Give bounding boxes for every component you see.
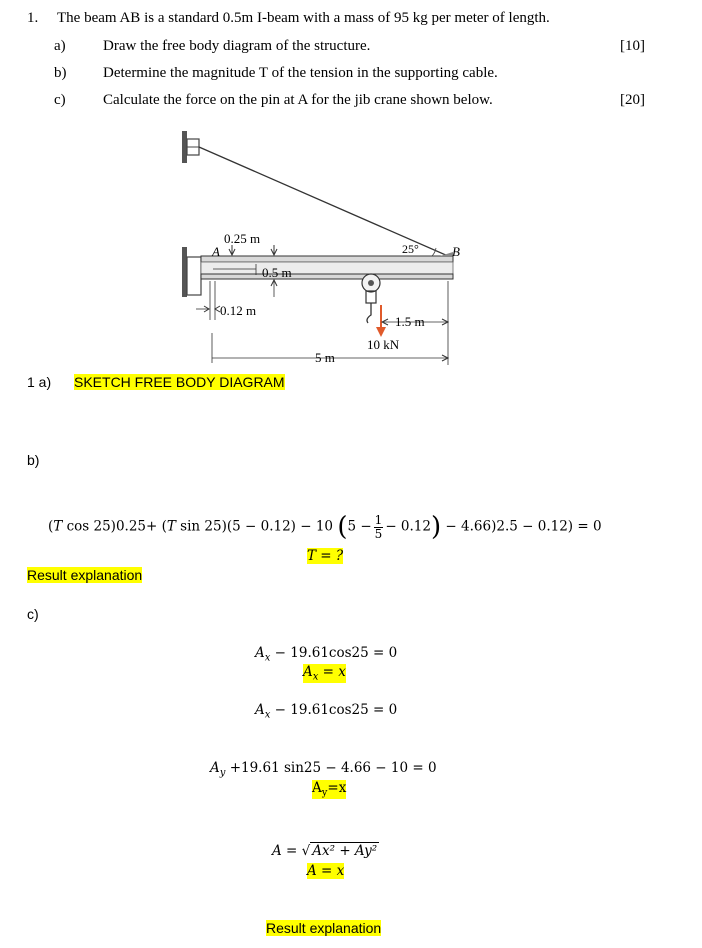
load-label: 10 kN xyxy=(367,337,400,352)
part-c-marks: [20] xyxy=(620,92,645,108)
answer-b-label: b) xyxy=(27,452,40,468)
answer-b-explanation: Result explanation xyxy=(27,567,143,583)
beam-top-flange xyxy=(201,256,453,262)
answer-c-a: A = x xyxy=(307,863,345,879)
jib-crane-figure xyxy=(170,125,470,370)
answer-c-ay: $A_y=x$ xyxy=(312,780,347,799)
equation-c-3: $A_y +19.61$ sin25 − 4.66 − 10 = 0 xyxy=(210,760,437,779)
part-b-text: Determine the magnitude T of the tension in the supporting cable. xyxy=(103,65,498,81)
answer-b-result: T = ? xyxy=(307,548,344,564)
equation-b: (T cos 25)0.25+ (T sin 25)(5 − 0.12) − 10 (5 − $\frac{1}{5}$ − 0.12) − 4.66)2.5 − 0.12) = 0 xyxy=(48,512,602,542)
answer-c-ax: $A_x = x$ xyxy=(303,664,346,683)
answer-c-explanation: Result explanation xyxy=(266,920,382,936)
part-c-label: c) xyxy=(54,92,66,108)
dim-025-label: 0.25 m xyxy=(224,231,261,246)
part-a-text: Draw the free body diagram of the structure. xyxy=(103,38,371,54)
question-number: 1. xyxy=(27,10,39,26)
answer-c-label: c) xyxy=(27,606,39,622)
hook xyxy=(367,303,371,323)
upper-wall-mount xyxy=(182,131,187,163)
part-a-label: a) xyxy=(54,38,66,54)
dim-05-label: 0.5 m xyxy=(262,265,292,280)
answer-a-text: SKETCH FREE BODY DIAGRAM xyxy=(74,374,285,390)
part-a-marks: [10] xyxy=(620,38,645,54)
dim-012-label: 0.12 m xyxy=(220,303,257,318)
lower-bracket xyxy=(187,257,201,295)
beam-web xyxy=(201,262,453,274)
answer-a-label: 1 a) xyxy=(27,374,52,390)
point-b-label: B xyxy=(452,244,460,259)
part-b-label: b) xyxy=(54,65,67,81)
point-a-label: A xyxy=(212,244,220,259)
beam-bottom-flange xyxy=(201,274,453,279)
dim-15-label: 1.5 m xyxy=(395,314,425,329)
question-text: The beam AB is a standard 0.5m I-beam with a mass of 95 kg per meter of length. xyxy=(57,10,550,26)
fraction: $\frac{1}{5}$ xyxy=(374,512,383,541)
angle-label: 25° xyxy=(402,242,419,256)
radicand: Ax² + Ay² xyxy=(312,843,378,859)
equation-c-2: $A_x - 19.61\cos 25 = 0$ xyxy=(255,702,398,721)
equation-c-1: $A_x - 19.61\cos 25 = 0$ xyxy=(255,645,398,664)
lower-wall-mount xyxy=(182,247,187,297)
equation-c-4: A = √ Ax² + Ay² xyxy=(272,843,378,859)
dim-5-label: 5 m xyxy=(315,350,335,365)
part-c-text: Calculate the force on the pin at A for the jib crane shown below. xyxy=(103,92,493,108)
